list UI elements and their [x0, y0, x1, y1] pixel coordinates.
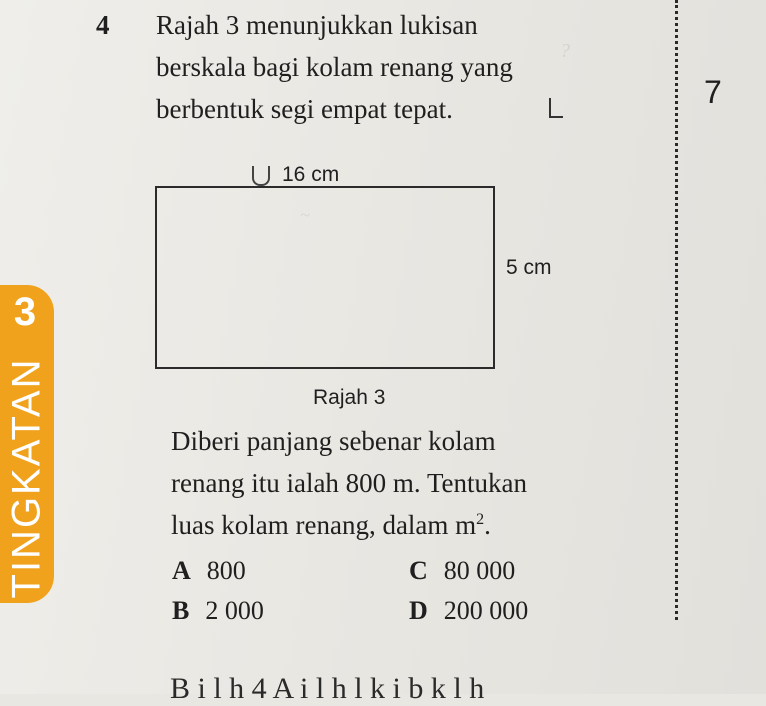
handwritten-scribble: [252, 166, 270, 186]
question-body-line-3: [171, 510, 491, 541]
option-letter: D: [409, 596, 428, 625]
option-c[interactable]: [409, 556, 515, 586]
bleed-through-text: ~: [300, 205, 310, 225]
unit-superscript: 2: [476, 511, 485, 528]
option-value: 200 000: [443, 596, 529, 625]
option-letter: B: [172, 596, 190, 625]
handwritten-tick-mark: [549, 98, 563, 118]
level-label: TINGKATAN: [4, 357, 49, 599]
option-letter: A: [172, 556, 191, 585]
pool-scale-drawing: [155, 186, 495, 369]
question-line-3: berbentuk segi empat tepat.: [156, 94, 453, 124]
option-letter: C: [409, 556, 428, 585]
bleed-through-text: ?: [560, 40, 570, 62]
diagram-caption: Rajah 3: [313, 386, 386, 409]
option-a[interactable]: [172, 556, 246, 586]
marks-number: 7: [704, 74, 722, 110]
diagram-length-label: 16 cm: [282, 163, 340, 186]
level-number: 3: [13, 290, 37, 334]
question-body-line-1: Diberi panjang sebenar kolam: [171, 426, 496, 456]
option-value: 80 000: [443, 556, 516, 585]
option-b[interactable]: [172, 596, 264, 626]
question-line-1: Rajah 3 menunjukkan lukisan: [156, 10, 478, 40]
option-value: 800: [206, 556, 246, 585]
question-body-text: luas kolam renang, dalam m: [171, 510, 477, 540]
option-value: 2 000: [205, 596, 264, 625]
diagram-width-label: 5 cm: [506, 256, 552, 279]
option-d[interactable]: [409, 596, 528, 626]
cut-off-next-question-text: B i l h 4 A i l h l k i b k l h: [170, 672, 485, 705]
question-body-period: .: [484, 510, 491, 540]
question-number: 4: [96, 10, 110, 40]
question-body-line-2: renang itu ialah 800 m. Tentukan: [171, 468, 528, 498]
margin-dotted-line: [675, 0, 678, 620]
question-line-2: berskala bagi kolam renang yang: [156, 52, 513, 82]
